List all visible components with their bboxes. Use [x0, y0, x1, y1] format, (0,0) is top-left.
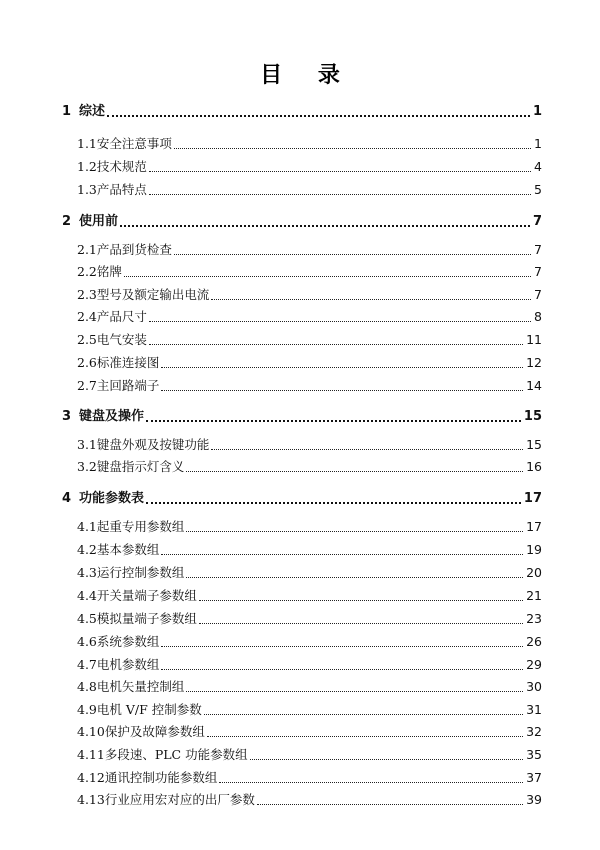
toc-page-number: 17 [526, 519, 542, 534]
toc-entry-number: 3.1 [77, 437, 97, 452]
toc-page-number: 29 [526, 657, 542, 672]
toc-dot-leader [174, 147, 531, 149]
toc-section-row[interactable] [77, 134, 542, 154]
toc-dot-leader [161, 668, 523, 670]
toc-entry-title: 起重专用参数组 [96, 519, 185, 534]
toc-section-row[interactable] [77, 285, 542, 305]
toc-entry-title: 主回路端子 [96, 378, 160, 393]
toc-section-row[interactable] [77, 586, 542, 606]
toc-dot-leader [211, 448, 523, 450]
page-title: 目 录 [260, 63, 354, 88]
toc-section-row[interactable] [77, 768, 542, 788]
toc-dot-leader [120, 224, 530, 227]
toc-dot-leader [149, 320, 531, 322]
toc-entry-number: 3.2 [77, 459, 97, 474]
toc-entry-number: 4 [62, 491, 72, 506]
toc-chapter-row[interactable] [62, 102, 542, 122]
toc-dot-leader [107, 114, 530, 117]
toc-entry-title: 电机矢量控制组 [96, 679, 185, 694]
toc-dot-leader [146, 419, 521, 422]
toc-entry-number: 4.2 [77, 542, 97, 557]
toc-section-row[interactable] [77, 330, 542, 350]
toc-section-row[interactable] [77, 540, 542, 560]
toc-dot-leader [174, 253, 531, 255]
toc-dot-leader [161, 645, 523, 647]
toc-dot-leader [161, 366, 523, 368]
toc-entry-title: 综述 [79, 104, 106, 119]
toc-section-row[interactable] [77, 563, 542, 583]
toc-section-row[interactable] [77, 262, 542, 282]
toc-page-number: 7 [534, 242, 542, 257]
toc-page-number: 5 [534, 182, 542, 197]
toc-entry-number: 1 [62, 104, 72, 119]
toc-dot-leader [124, 275, 531, 277]
toc-section-row[interactable] [77, 677, 542, 697]
toc-dot-leader [211, 298, 531, 300]
toc-dot-leader [146, 501, 521, 504]
toc-page-number: 14 [526, 378, 542, 393]
toc-section-row[interactable] [77, 457, 542, 477]
toc-entry-title: 功能参数表 [79, 491, 145, 506]
toc-entry-number: 4.12 [77, 770, 105, 785]
toc-section-row[interactable] [77, 376, 542, 396]
toc-entry-title: 产品到货检查 [96, 242, 172, 257]
toc-entry-title: 运行控制参数组 [96, 565, 185, 580]
toc-entry-title: 技术规范 [96, 159, 147, 174]
toc-dot-leader [257, 803, 523, 805]
toc-entry-title: 系统参数组 [96, 634, 160, 649]
toc-entry-number: 2.5 [77, 332, 97, 347]
toc-section-row[interactable] [77, 157, 542, 177]
toc-section-row[interactable] [77, 353, 542, 373]
toc-dot-leader [250, 758, 524, 760]
toc-entry-title: 产品特点 [96, 182, 147, 197]
toc-chapter-row[interactable] [62, 489, 542, 509]
toc-page-number: 11 [526, 332, 542, 347]
toc-dot-leader [186, 530, 523, 532]
toc-entry-number: 2.4 [77, 309, 97, 324]
toc-dot-leader [161, 553, 523, 555]
toc-entry-title: 保护及故障参数组 [104, 724, 205, 739]
toc-entry-number: 1.1 [77, 136, 97, 151]
toc-section-row[interactable] [77, 517, 542, 537]
toc-page-number: 35 [526, 747, 542, 762]
toc-section-row[interactable] [77, 609, 542, 629]
toc-page-number: 30 [526, 679, 542, 694]
toc-entry-number: 1.3 [77, 182, 97, 197]
toc-entry-title: 开关量端子参数组 [96, 588, 197, 603]
toc-dot-leader [161, 389, 523, 391]
toc-entry-number: 2 [62, 214, 72, 229]
toc-page-number: 7 [534, 287, 542, 302]
toc-entry-title: 多段速、PLC 功能参数组 [104, 747, 248, 762]
toc-entry-number: 4.6 [77, 634, 97, 649]
toc-chapter-row[interactable] [62, 407, 542, 427]
toc-entry-number: 3 [62, 409, 72, 424]
toc-page-number: 7 [532, 214, 542, 229]
toc-entry-number: 2.6 [77, 355, 97, 370]
toc-entry-title: 键盘及操作 [79, 409, 145, 424]
toc-dot-leader [199, 622, 523, 624]
toc-entry-number: 4.13 [77, 792, 105, 807]
toc-entry-number: 4.5 [77, 611, 97, 626]
toc-section-row[interactable] [77, 435, 542, 455]
toc-dot-leader [186, 690, 523, 692]
toc-entry-number: 4.11 [77, 747, 105, 762]
toc-entry-number: 2.2 [77, 264, 97, 279]
toc-entry-number: 4.4 [77, 588, 97, 603]
toc-section-row[interactable] [77, 632, 542, 652]
toc-page-number: 31 [526, 702, 542, 717]
toc-page-number: 7 [534, 264, 542, 279]
toc-entry-title: 型号及额定输出电流 [96, 287, 210, 302]
toc-section-row[interactable] [77, 240, 542, 260]
toc-page-number: 20 [526, 565, 542, 580]
toc-entry-title: 电机 V/F 控制参数 [96, 702, 202, 717]
toc-entry-title: 电机参数组 [96, 657, 160, 672]
toc-entry-number: 4.7 [77, 657, 97, 672]
toc-entry-number: 4.9 [77, 702, 97, 717]
toc-entry-number: 1.2 [77, 159, 97, 174]
toc-dot-leader [186, 576, 523, 578]
toc-page-number: 15 [526, 437, 542, 452]
toc-entry-title: 标准连接图 [96, 355, 160, 370]
toc-page-number: 37 [526, 770, 542, 785]
toc-page-number: 26 [526, 634, 542, 649]
toc-dot-leader [149, 170, 531, 172]
toc-page-number: 1 [532, 104, 542, 119]
toc-dot-leader [204, 713, 523, 715]
toc-dot-leader [219, 781, 523, 783]
toc-entry-title: 安全注意事项 [96, 136, 172, 151]
toc-entry-title: 使用前 [79, 214, 119, 229]
toc-page-number: 4 [534, 159, 542, 174]
toc-dot-leader [149, 343, 523, 345]
toc-page-number: 1 [534, 136, 542, 151]
toc-entry-number: 2.7 [77, 378, 97, 393]
toc-section-row[interactable] [77, 307, 542, 327]
toc-page-number: 39 [526, 792, 542, 807]
toc-page-number: 12 [526, 355, 542, 370]
toc-entry-number: 4.8 [77, 679, 97, 694]
toc-entry-title: 基本参数组 [96, 542, 160, 557]
toc-section-row[interactable] [77, 745, 542, 765]
toc-section-row[interactable] [77, 655, 542, 675]
toc-entry-number: 2.1 [77, 242, 97, 257]
toc-page-number: 19 [526, 542, 542, 557]
toc-entry-title: 产品尺寸 [96, 309, 147, 324]
toc-entry-title: 通讯控制功能参数组 [104, 770, 218, 785]
toc-entry-title: 铭牌 [96, 264, 122, 279]
toc-entry-title: 模拟量端子参数组 [96, 611, 197, 626]
toc-page-number: 15 [523, 409, 542, 424]
toc-section-row[interactable] [77, 790, 542, 810]
toc-dot-leader [149, 193, 531, 195]
toc-entry-title: 键盘指示灯含义 [96, 459, 185, 474]
toc-page-number: 8 [534, 309, 542, 324]
toc-section-row[interactable] [77, 180, 542, 200]
toc-section-row[interactable] [77, 722, 542, 742]
toc-entry-title: 电气安装 [96, 332, 147, 347]
toc-dot-leader [207, 735, 523, 737]
toc-entry-number: 4.1 [77, 519, 97, 534]
toc-page-number: 17 [523, 491, 542, 506]
toc-entry-number: 4.3 [77, 565, 97, 580]
toc-entry-title: 行业应用宏对应的出厂参数 [104, 792, 255, 807]
toc-chapter-row[interactable] [62, 212, 542, 232]
toc-page-number: 16 [526, 459, 542, 474]
toc-page-number: 21 [526, 588, 542, 603]
toc-entry-title: 键盘外观及按键功能 [96, 437, 210, 452]
toc-entry-number: 4.10 [77, 724, 105, 739]
toc-dot-leader [186, 470, 523, 472]
toc-page-number: 23 [526, 611, 542, 626]
toc-page-number: 32 [526, 724, 542, 739]
toc-dot-leader [199, 599, 523, 601]
toc-entry-number: 2.3 [77, 287, 97, 302]
toc-section-row[interactable] [77, 700, 542, 720]
